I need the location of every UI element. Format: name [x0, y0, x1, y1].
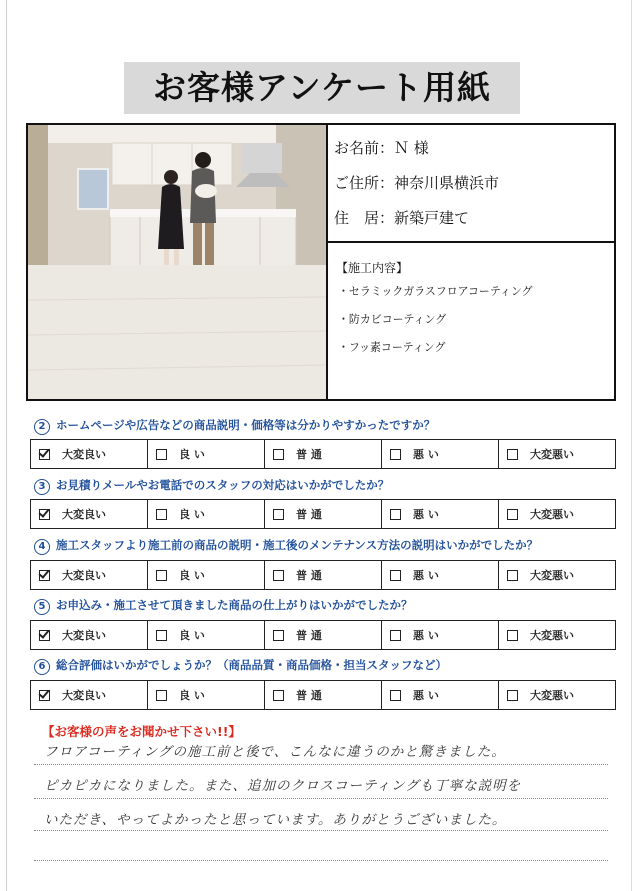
checkbox-icon[interactable] — [156, 690, 167, 701]
question-number: 5 — [34, 599, 50, 615]
checkbox-checked-icon[interactable] — [39, 449, 50, 460]
option-very-bad[interactable]: 大変悪い — [498, 500, 615, 528]
option-very-bad[interactable]: 大変悪い — [498, 440, 615, 468]
question-text: お申込み・施工させて頂きました商品の仕上がりはいかがでしたか？ — [56, 598, 413, 612]
option-good[interactable]: 良 い — [147, 621, 264, 649]
rating-row-4 — [30, 560, 616, 590]
option-very-bad[interactable]: 大変悪い — [498, 681, 615, 709]
customer-photo — [26, 123, 328, 401]
rating-row-3 — [30, 499, 616, 529]
survey-title: お客様アンケート用紙 — [124, 62, 520, 114]
checkbox-icon[interactable] — [273, 570, 284, 581]
question-number: 2 — [34, 419, 50, 435]
handwritten-line: フロアコーティングの施工前と後で、こんなに違うのかと驚きました。 — [44, 744, 506, 760]
customer-details — [326, 125, 614, 243]
page-edge-left — [6, 0, 7, 891]
option-good[interactable]: 良 い — [147, 681, 264, 709]
option-very-good[interactable]: 大変良い — [31, 561, 147, 589]
checkbox-icon[interactable] — [390, 630, 401, 641]
option-bad[interactable]: 悪 い — [381, 500, 498, 528]
option-bad[interactable]: 悪 い — [381, 440, 498, 468]
question-2 — [34, 417, 435, 435]
option-good[interactable]: 良 い — [147, 500, 264, 528]
checkbox-checked-icon[interactable] — [39, 690, 50, 701]
option-bad[interactable]: 悪 い — [381, 561, 498, 589]
option-bad[interactable]: 悪 い — [381, 681, 498, 709]
option-very-good[interactable]: 大変良い — [31, 440, 147, 468]
rating-row-2 — [30, 439, 616, 469]
handwritten-line: いただき、やってよかったと思っています。ありがとうございました。 — [44, 812, 507, 828]
rating-row-5 — [30, 620, 616, 650]
checkbox-icon[interactable] — [507, 449, 518, 460]
checkbox-icon[interactable] — [156, 449, 167, 460]
option-very-good[interactable]: 大変良い — [31, 681, 147, 709]
ruled-line — [34, 860, 608, 861]
customer-name: お名前：Ｎ 様 — [334, 139, 429, 157]
question-3 — [34, 477, 389, 495]
question-number: 3 — [34, 479, 50, 495]
checkbox-checked-icon[interactable] — [39, 630, 50, 641]
checkbox-icon[interactable] — [156, 630, 167, 641]
customer-residence: 住 居：新築戸建て — [334, 209, 470, 227]
question-number: 4 — [34, 539, 50, 555]
option-very-good[interactable]: 大変良い — [31, 500, 147, 528]
option-very-bad[interactable]: 大変悪い — [498, 621, 615, 649]
checkbox-icon[interactable] — [273, 630, 284, 641]
checkbox-icon[interactable] — [507, 509, 518, 520]
page-edge-right — [631, 0, 632, 891]
question-text: 総合評価はいかがでしょうか？（商品品質・商品価格・担当スタッフなど） — [56, 658, 447, 672]
work-item: ・フッ素コーティング — [338, 340, 446, 354]
customer-address: ご住所：神奈川県横浜市 — [334, 174, 500, 192]
checkbox-checked-icon[interactable] — [39, 570, 50, 581]
customer-info-panel — [326, 123, 616, 401]
handwritten-line: ピカピカになりました。また、追加のクロスコーティングも丁寧な説明を — [44, 778, 522, 794]
question-5 — [34, 597, 413, 615]
checkbox-icon[interactable] — [273, 509, 284, 520]
checkbox-icon[interactable] — [390, 570, 401, 581]
work-item: ・セラミックガラスフロアコーティング — [338, 284, 533, 298]
kitchen-family-photo — [28, 125, 326, 399]
ruled-line — [34, 798, 608, 799]
checkbox-icon[interactable] — [156, 509, 167, 520]
checkbox-icon[interactable] — [507, 690, 518, 701]
work-item: ・防カビコーティング — [338, 312, 447, 326]
question-text: ホームページや広告などの商品説明・価格等は分かりやすかったですか？ — [56, 418, 436, 432]
customer-voice-heading: 【お客様の声をお聞かせ下さい!!】 — [42, 724, 241, 739]
checkbox-icon[interactable] — [390, 509, 401, 520]
checkbox-icon[interactable] — [273, 690, 284, 701]
option-good[interactable]: 良 い — [147, 440, 264, 468]
checkbox-icon[interactable] — [156, 570, 167, 581]
ruled-line — [34, 830, 608, 831]
question-text: 施工スタッフより施工前の商品の説明・施工後のメンテナンス方法の説明はいかがでしたか？ — [56, 538, 539, 552]
question-number: 6 — [34, 659, 50, 675]
option-average[interactable]: 普 通 — [264, 681, 381, 709]
option-good[interactable]: 良 い — [147, 561, 264, 589]
checkbox-icon[interactable] — [273, 449, 284, 460]
option-average[interactable]: 普 通 — [264, 440, 381, 468]
question-4 — [34, 537, 538, 555]
rating-row-6 — [30, 680, 616, 710]
checkbox-checked-icon[interactable] — [39, 509, 50, 520]
checkbox-icon[interactable] — [390, 690, 401, 701]
checkbox-icon[interactable] — [507, 570, 518, 581]
checkbox-icon[interactable] — [390, 449, 401, 460]
question-text: お見積りメールやお電話でのスタッフの対応はいかがでしたか？ — [56, 478, 390, 492]
question-6 — [34, 657, 447, 675]
work-content-title: 【施工内容】 — [336, 261, 409, 275]
option-average[interactable]: 普 通 — [264, 561, 381, 589]
option-bad[interactable]: 悪 い — [381, 621, 498, 649]
checkbox-icon[interactable] — [507, 630, 518, 641]
ruled-line — [34, 764, 608, 765]
option-average[interactable]: 普 通 — [264, 500, 381, 528]
option-very-good[interactable]: 大変良い — [31, 621, 147, 649]
option-very-bad[interactable]: 大変悪い — [498, 561, 615, 589]
option-average[interactable]: 普 通 — [264, 621, 381, 649]
